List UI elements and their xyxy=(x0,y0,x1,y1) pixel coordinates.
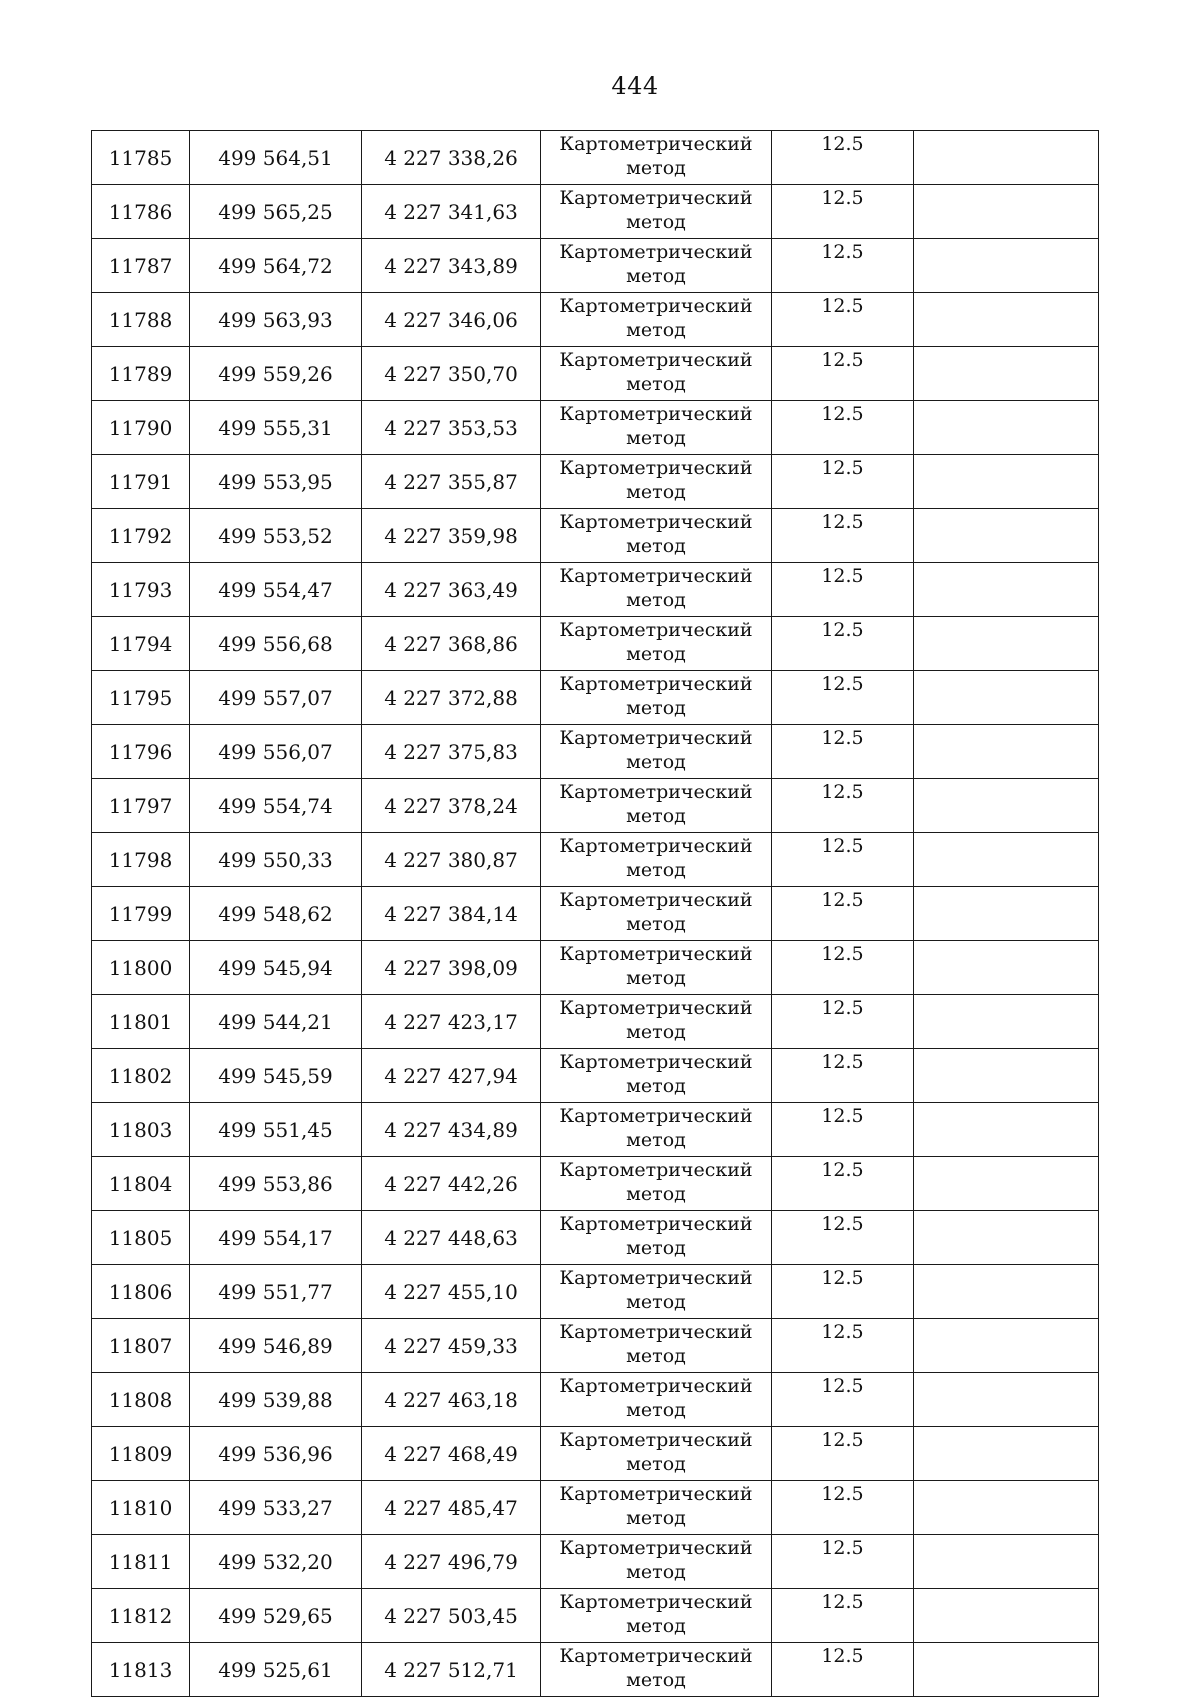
method-line-2: метод xyxy=(626,1291,686,1313)
method-line-2: метод xyxy=(626,157,686,179)
table-row xyxy=(92,347,1099,401)
point-number-cell: 11808 xyxy=(92,1373,190,1427)
accuracy-cell: 12.5 xyxy=(772,1535,914,1589)
table-row xyxy=(92,1535,1099,1589)
x-coordinate-cell: 499 555,31 xyxy=(190,401,362,455)
table-row xyxy=(92,617,1099,671)
table-row xyxy=(92,401,1099,455)
note-cell xyxy=(914,1157,1099,1211)
table-row xyxy=(92,1481,1099,1535)
method-cell xyxy=(541,401,772,455)
method-cell xyxy=(541,779,772,833)
table-row xyxy=(92,185,1099,239)
method-line-1: Картометрический xyxy=(559,1375,753,1397)
method-line-1: Картометрический xyxy=(559,295,753,317)
point-number-cell: 11807 xyxy=(92,1319,190,1373)
note-cell xyxy=(914,1103,1099,1157)
y-coordinate-cell: 4 227 459,33 xyxy=(362,1319,541,1373)
method-cell xyxy=(541,833,772,887)
table-row xyxy=(92,1103,1099,1157)
method-cell xyxy=(541,293,772,347)
x-coordinate-cell: 499 529,65 xyxy=(190,1589,362,1643)
method-cell xyxy=(541,887,772,941)
x-coordinate-cell: 499 532,20 xyxy=(190,1535,362,1589)
note-cell xyxy=(914,1589,1099,1643)
point-number-cell: 11800 xyxy=(92,941,190,995)
accuracy-cell: 12.5 xyxy=(772,1481,914,1535)
point-number-cell: 11785 xyxy=(92,131,190,185)
method-line-2: метод xyxy=(626,1615,686,1637)
y-coordinate-cell: 4 227 468,49 xyxy=(362,1427,541,1481)
x-coordinate-cell: 499 563,93 xyxy=(190,293,362,347)
method-cell xyxy=(541,1589,772,1643)
note-cell xyxy=(914,509,1099,563)
method-line-2: метод xyxy=(626,1669,686,1691)
accuracy-cell: 12.5 xyxy=(772,293,914,347)
method-line-2: метод xyxy=(626,1075,686,1097)
accuracy-cell: 12.5 xyxy=(772,1049,914,1103)
method-cell xyxy=(541,1157,772,1211)
table-row xyxy=(92,1319,1099,1373)
page-number: 444 xyxy=(611,72,659,100)
method-cell xyxy=(541,1265,772,1319)
table-row xyxy=(92,671,1099,725)
table-row xyxy=(92,725,1099,779)
method-line-1: Картометрический xyxy=(559,1213,753,1235)
coordinates-table xyxy=(91,130,1099,1697)
method-cell xyxy=(541,617,772,671)
method-cell xyxy=(541,239,772,293)
note-cell xyxy=(914,887,1099,941)
point-number-cell: 11792 xyxy=(92,509,190,563)
x-coordinate-cell: 499 550,33 xyxy=(190,833,362,887)
note-cell xyxy=(914,239,1099,293)
method-cell xyxy=(541,509,772,563)
method-line-2: метод xyxy=(626,211,686,233)
accuracy-cell: 12.5 xyxy=(772,185,914,239)
method-line-2: метод xyxy=(626,697,686,719)
method-line-2: метод xyxy=(626,427,686,449)
point-number-cell: 11787 xyxy=(92,239,190,293)
note-cell xyxy=(914,1049,1099,1103)
accuracy-cell: 12.5 xyxy=(772,941,914,995)
y-coordinate-cell: 4 227 503,45 xyxy=(362,1589,541,1643)
method-line-1: Картометрический xyxy=(559,241,753,263)
point-number-cell: 11813 xyxy=(92,1643,190,1697)
note-cell xyxy=(914,671,1099,725)
method-cell xyxy=(541,1373,772,1427)
method-line-1: Картометрический xyxy=(559,1591,753,1613)
y-coordinate-cell: 4 227 463,18 xyxy=(362,1373,541,1427)
method-cell xyxy=(541,941,772,995)
note-cell xyxy=(914,455,1099,509)
method-line-2: метод xyxy=(626,1453,686,1475)
table-row xyxy=(92,1049,1099,1103)
point-number-cell: 11811 xyxy=(92,1535,190,1589)
method-line-1: Картометрический xyxy=(559,1159,753,1181)
x-coordinate-cell: 499 564,72 xyxy=(190,239,362,293)
y-coordinate-cell: 4 227 384,14 xyxy=(362,887,541,941)
accuracy-cell: 12.5 xyxy=(772,1157,914,1211)
y-coordinate-cell: 4 227 375,83 xyxy=(362,725,541,779)
note-cell xyxy=(914,1211,1099,1265)
table-body xyxy=(92,131,1099,1697)
note-cell xyxy=(914,131,1099,185)
x-coordinate-cell: 499 557,07 xyxy=(190,671,362,725)
accuracy-cell: 12.5 xyxy=(772,671,914,725)
y-coordinate-cell: 4 227 496,79 xyxy=(362,1535,541,1589)
method-line-1: Картометрический xyxy=(559,1429,753,1451)
method-line-1: Картометрический xyxy=(559,673,753,695)
point-number-cell: 11795 xyxy=(92,671,190,725)
note-cell xyxy=(914,779,1099,833)
method-cell xyxy=(541,1049,772,1103)
method-line-2: метод xyxy=(626,1507,686,1529)
x-coordinate-cell: 499 546,89 xyxy=(190,1319,362,1373)
x-coordinate-cell: 499 548,62 xyxy=(190,887,362,941)
accuracy-cell: 12.5 xyxy=(772,239,914,293)
table-row xyxy=(92,293,1099,347)
note-cell xyxy=(914,1535,1099,1589)
x-coordinate-cell: 499 551,45 xyxy=(190,1103,362,1157)
table-row xyxy=(92,131,1099,185)
method-line-2: метод xyxy=(626,589,686,611)
method-line-1: Картометрический xyxy=(559,565,753,587)
method-line-2: метод xyxy=(626,265,686,287)
method-cell xyxy=(541,995,772,1049)
method-cell xyxy=(541,131,772,185)
method-cell xyxy=(541,455,772,509)
x-coordinate-cell: 499 553,95 xyxy=(190,455,362,509)
method-line-1: Картометрический xyxy=(559,1537,753,1559)
point-number-cell: 11791 xyxy=(92,455,190,509)
method-cell xyxy=(541,1319,772,1373)
accuracy-cell: 12.5 xyxy=(772,1103,914,1157)
x-coordinate-cell: 499 533,27 xyxy=(190,1481,362,1535)
method-cell xyxy=(541,1427,772,1481)
x-coordinate-cell: 499 551,77 xyxy=(190,1265,362,1319)
point-number-cell: 11809 xyxy=(92,1427,190,1481)
method-line-1: Картометрический xyxy=(559,1051,753,1073)
point-number-cell: 11789 xyxy=(92,347,190,401)
method-line-2: метод xyxy=(626,535,686,557)
accuracy-cell: 12.5 xyxy=(772,1589,914,1643)
method-line-1: Картометрический xyxy=(559,1645,753,1667)
note-cell xyxy=(914,185,1099,239)
method-line-2: метод xyxy=(626,1183,686,1205)
method-line-2: метод xyxy=(626,1237,686,1259)
y-coordinate-cell: 4 227 363,49 xyxy=(362,563,541,617)
x-coordinate-cell: 499 556,07 xyxy=(190,725,362,779)
accuracy-cell: 12.5 xyxy=(772,1373,914,1427)
accuracy-cell: 12.5 xyxy=(772,131,914,185)
point-number-cell: 11801 xyxy=(92,995,190,1049)
note-cell xyxy=(914,995,1099,1049)
method-line-2: метод xyxy=(626,913,686,935)
x-coordinate-cell: 499 539,88 xyxy=(190,1373,362,1427)
point-number-cell: 11810 xyxy=(92,1481,190,1535)
accuracy-cell: 12.5 xyxy=(772,833,914,887)
table-row xyxy=(92,1265,1099,1319)
table-row xyxy=(92,995,1099,1049)
y-coordinate-cell: 4 227 350,70 xyxy=(362,347,541,401)
y-coordinate-cell: 4 227 485,47 xyxy=(362,1481,541,1535)
method-line-2: метод xyxy=(626,967,686,989)
x-coordinate-cell: 499 559,26 xyxy=(190,347,362,401)
point-number-cell: 11802 xyxy=(92,1049,190,1103)
method-line-1: Картометрический xyxy=(559,835,753,857)
method-line-1: Картометрический xyxy=(559,943,753,965)
method-cell xyxy=(541,1103,772,1157)
method-line-2: метод xyxy=(626,1561,686,1583)
point-number-cell: 11788 xyxy=(92,293,190,347)
x-coordinate-cell: 499 544,21 xyxy=(190,995,362,1049)
x-coordinate-cell: 499 556,68 xyxy=(190,617,362,671)
x-coordinate-cell: 499 553,52 xyxy=(190,509,362,563)
point-number-cell: 11794 xyxy=(92,617,190,671)
method-line-2: метод xyxy=(626,751,686,773)
table-row xyxy=(92,563,1099,617)
method-line-1: Картометрический xyxy=(559,781,753,803)
x-coordinate-cell: 499 536,96 xyxy=(190,1427,362,1481)
y-coordinate-cell: 4 227 368,86 xyxy=(362,617,541,671)
accuracy-cell: 12.5 xyxy=(772,995,914,1049)
table-row xyxy=(92,1373,1099,1427)
accuracy-cell: 12.5 xyxy=(772,1211,914,1265)
accuracy-cell: 12.5 xyxy=(772,1427,914,1481)
x-coordinate-cell: 499 545,94 xyxy=(190,941,362,995)
x-coordinate-cell: 499 553,86 xyxy=(190,1157,362,1211)
method-line-2: метод xyxy=(626,1399,686,1421)
method-line-1: Картометрический xyxy=(559,457,753,479)
method-line-2: метод xyxy=(626,643,686,665)
point-number-cell: 11812 xyxy=(92,1589,190,1643)
accuracy-cell: 12.5 xyxy=(772,509,914,563)
y-coordinate-cell: 4 227 423,17 xyxy=(362,995,541,1049)
x-coordinate-cell: 499 554,47 xyxy=(190,563,362,617)
method-line-2: метод xyxy=(626,1345,686,1367)
y-coordinate-cell: 4 227 434,89 xyxy=(362,1103,541,1157)
method-cell xyxy=(541,1481,772,1535)
note-cell xyxy=(914,401,1099,455)
note-cell xyxy=(914,833,1099,887)
point-number-cell: 11804 xyxy=(92,1157,190,1211)
note-cell xyxy=(914,1427,1099,1481)
method-cell xyxy=(541,185,772,239)
method-line-2: метод xyxy=(626,373,686,395)
method-line-1: Картометрический xyxy=(559,511,753,533)
method-line-1: Картометрический xyxy=(559,1321,753,1343)
method-line-1: Картометрический xyxy=(559,727,753,749)
method-line-2: метод xyxy=(626,481,686,503)
method-cell xyxy=(541,1643,772,1697)
point-number-cell: 11793 xyxy=(92,563,190,617)
y-coordinate-cell: 4 227 512,71 xyxy=(362,1643,541,1697)
accuracy-cell: 12.5 xyxy=(772,887,914,941)
y-coordinate-cell: 4 227 398,09 xyxy=(362,941,541,995)
method-line-1: Картометрический xyxy=(559,403,753,425)
method-line-1: Картометрический xyxy=(559,619,753,641)
method-cell xyxy=(541,671,772,725)
method-cell xyxy=(541,1211,772,1265)
method-line-2: метод xyxy=(626,319,686,341)
note-cell xyxy=(914,617,1099,671)
accuracy-cell: 12.5 xyxy=(772,455,914,509)
note-cell xyxy=(914,1319,1099,1373)
table-row xyxy=(92,239,1099,293)
method-line-2: метод xyxy=(626,805,686,827)
table-row xyxy=(92,1589,1099,1643)
point-number-cell: 11803 xyxy=(92,1103,190,1157)
method-line-2: метод xyxy=(626,1129,686,1151)
x-coordinate-cell: 499 554,74 xyxy=(190,779,362,833)
y-coordinate-cell: 4 227 343,89 xyxy=(362,239,541,293)
y-coordinate-cell: 4 227 353,53 xyxy=(362,401,541,455)
method-line-1: Картометрический xyxy=(559,997,753,1019)
y-coordinate-cell: 4 227 359,98 xyxy=(362,509,541,563)
table-row xyxy=(92,1643,1099,1697)
point-number-cell: 11786 xyxy=(92,185,190,239)
note-cell xyxy=(914,1265,1099,1319)
note-cell xyxy=(914,1643,1099,1697)
x-coordinate-cell: 499 554,17 xyxy=(190,1211,362,1265)
table-row xyxy=(92,941,1099,995)
method-line-1: Картометрический xyxy=(559,349,753,371)
note-cell xyxy=(914,563,1099,617)
note-cell xyxy=(914,941,1099,995)
note-cell xyxy=(914,347,1099,401)
y-coordinate-cell: 4 227 372,88 xyxy=(362,671,541,725)
method-cell xyxy=(541,563,772,617)
y-coordinate-cell: 4 227 341,63 xyxy=(362,185,541,239)
y-coordinate-cell: 4 227 338,26 xyxy=(362,131,541,185)
point-number-cell: 11790 xyxy=(92,401,190,455)
note-cell xyxy=(914,1481,1099,1535)
accuracy-cell: 12.5 xyxy=(772,347,914,401)
x-coordinate-cell: 499 564,51 xyxy=(190,131,362,185)
method-line-2: метод xyxy=(626,859,686,881)
accuracy-cell: 12.5 xyxy=(772,725,914,779)
point-number-cell: 11796 xyxy=(92,725,190,779)
accuracy-cell: 12.5 xyxy=(772,1319,914,1373)
method-line-1: Картометрический xyxy=(559,1105,753,1127)
y-coordinate-cell: 4 227 427,94 xyxy=(362,1049,541,1103)
point-number-cell: 11799 xyxy=(92,887,190,941)
table-row xyxy=(92,1211,1099,1265)
y-coordinate-cell: 4 227 380,87 xyxy=(362,833,541,887)
point-number-cell: 11805 xyxy=(92,1211,190,1265)
accuracy-cell: 12.5 xyxy=(772,563,914,617)
table-row xyxy=(92,833,1099,887)
method-line-1: Картометрический xyxy=(559,1483,753,1505)
accuracy-cell: 12.5 xyxy=(772,779,914,833)
accuracy-cell: 12.5 xyxy=(772,617,914,671)
y-coordinate-cell: 4 227 378,24 xyxy=(362,779,541,833)
table-row xyxy=(92,779,1099,833)
y-coordinate-cell: 4 227 455,10 xyxy=(362,1265,541,1319)
method-cell xyxy=(541,1535,772,1589)
method-line-1: Картометрический xyxy=(559,1267,753,1289)
method-line-1: Картометрический xyxy=(559,133,753,155)
method-cell xyxy=(541,725,772,779)
table-row xyxy=(92,455,1099,509)
method-line-2: метод xyxy=(626,1021,686,1043)
method-line-1: Картометрический xyxy=(559,187,753,209)
y-coordinate-cell: 4 227 355,87 xyxy=(362,455,541,509)
x-coordinate-cell: 499 545,59 xyxy=(190,1049,362,1103)
note-cell xyxy=(914,293,1099,347)
table-row xyxy=(92,509,1099,563)
table-row xyxy=(92,1427,1099,1481)
y-coordinate-cell: 4 227 448,63 xyxy=(362,1211,541,1265)
y-coordinate-cell: 4 227 346,06 xyxy=(362,293,541,347)
method-line-1: Картометрический xyxy=(559,889,753,911)
point-number-cell: 11806 xyxy=(92,1265,190,1319)
accuracy-cell: 12.5 xyxy=(772,1265,914,1319)
x-coordinate-cell: 499 525,61 xyxy=(190,1643,362,1697)
table-row xyxy=(92,887,1099,941)
point-number-cell: 11797 xyxy=(92,779,190,833)
y-coordinate-cell: 4 227 442,26 xyxy=(362,1157,541,1211)
table-row xyxy=(92,1157,1099,1211)
accuracy-cell: 12.5 xyxy=(772,401,914,455)
note-cell xyxy=(914,725,1099,779)
x-coordinate-cell: 499 565,25 xyxy=(190,185,362,239)
note-cell xyxy=(914,1373,1099,1427)
method-cell xyxy=(541,347,772,401)
accuracy-cell: 12.5 xyxy=(772,1643,914,1697)
point-number-cell: 11798 xyxy=(92,833,190,887)
